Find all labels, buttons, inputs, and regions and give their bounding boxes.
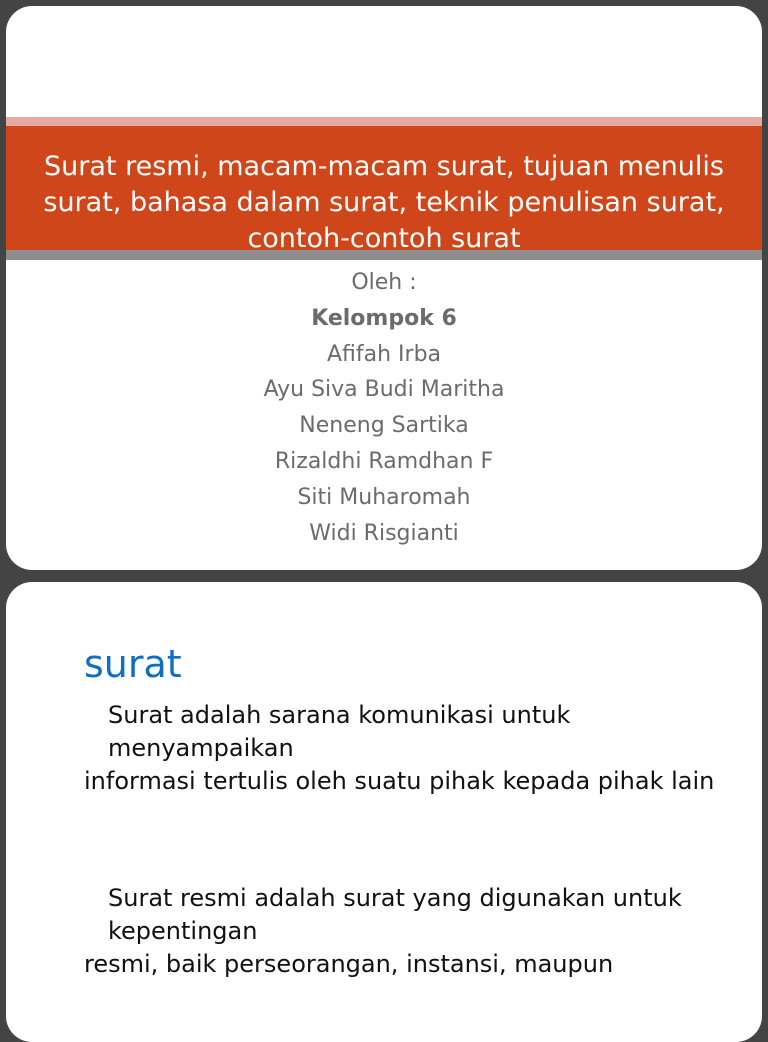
member-name: Afifah Irba — [326, 341, 442, 367]
by-label: Oleh : — [351, 270, 417, 295]
member-name: Neneng Sartika — [299, 413, 469, 439]
title-band-accent-top — [6, 117, 762, 126]
member-name: Siti Muharomah — [297, 484, 471, 510]
body-line: informasi tertulis oleh suatu pihak kepada pihak lain — [84, 767, 715, 795]
member-name: Ayu Siva Budi Maritha — [263, 377, 505, 403]
member-name: Rizaldhi Ramdhan F — [274, 448, 494, 474]
paragraph-spacer — [84, 798, 724, 882]
slide-body — [84, 699, 724, 981]
body-paragraph — [84, 882, 724, 948]
slide-title: Surat resmi, macam-macam surat, tujuan menulis surat, bahasa dalam surat, teknik penulisan surat, contoh-contoh surat — [43, 151, 725, 254]
body-paragraph — [84, 948, 724, 981]
member-name: Widi Risgianti — [309, 520, 459, 546]
body-line: resmi, baik perseorangan, instansi, maupun — [84, 950, 614, 978]
title-slide — [6, 6, 762, 570]
content-slide — [6, 582, 762, 1042]
body-paragraph — [84, 765, 724, 798]
body-paragraph — [84, 699, 724, 765]
slide-heading: surat — [84, 642, 182, 686]
subtitle-list — [6, 265, 762, 551]
group-name: Kelompok 6 — [311, 305, 457, 331]
body-line: Surat resmi adalah surat yang digunakan untuk kepentingan — [108, 884, 682, 945]
body-line: Surat adalah sarana komunikasi untuk menyampaikan — [108, 701, 571, 762]
